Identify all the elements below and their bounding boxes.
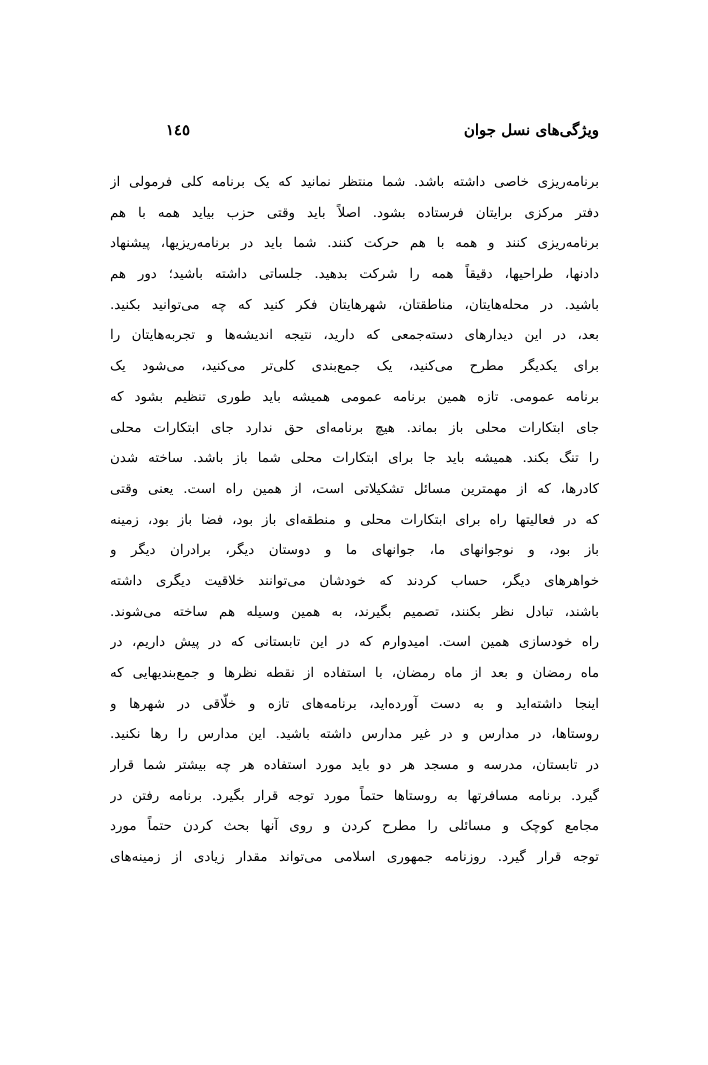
text-line: را تنگ بکند. همیشه باید جا برای ابتکارات محلی شما باز باشد. ساخته شدن	[110, 451, 599, 467]
text-line: روستاها، در مدارس و در غیر مدارس داشته باشید. این مدارس را رها نکنید.	[110, 727, 599, 743]
text-line: گیرد. برنامه مسافرتها به روستاها حتماً مورد توجه قرار بگیرد. برنامه رفتن در	[110, 788, 599, 804]
text-line: برای یکدیگر مطرح می‌کنید، یک جمع‌بندی کلی‌تر می‌کنید، می‌شود یک	[110, 359, 599, 375]
text-line: دادنها، طراحیها، دقیقاً همه را شرکت بدهید. جلساتی داشته باشید؛ دور هم	[110, 267, 599, 283]
text-line: برنامه‌ریزی خاصی داشته باشد. شما منتظر نمانید که یک برنامه کلی فرمولی از	[110, 175, 599, 190]
running-head	[110, 118, 599, 142]
text-line: باشید. در محله‌هایتان، مناطقتان، شهرهایتان فکر کنید که چه می‌توانید بکنید.	[110, 297, 599, 313]
text-line: باز بود، و نوجوانهای ما، جوانهای ما و دوستان دیگر، برادران دیگر و	[110, 543, 599, 559]
text-line: بعد، در این دیدارهای دسته‌جمعی که دارید، نتیجه اندیشه‌ها و تجربه‌هایتان را	[110, 328, 599, 344]
text-line: راه خودسازی همین است. امیدوارم که در این تابستانی که در پیش داریم، در	[110, 635, 599, 651]
text-line: خواهرهای دیگر، حساب کردند که خودشان می‌توانند خلاقیت دیگری داشته	[110, 573, 599, 589]
page-number: ١٤٥	[165, 121, 190, 139]
text-line: اینجا داشته‌اید و به دست آورده‌اید، برنامه‌های تازه و خلّاقی در شهرها و	[110, 696, 599, 712]
text-line: کادرها، که از مهمترین مسائل تشکیلاتی است، از همین راه است. یعنی وقتی	[110, 481, 599, 497]
text-line: برنامه عمومی. تازه همین برنامه عمومی همیشه باید طوری تنظیم بشود که	[110, 389, 599, 405]
section-title: ویژگی‌های نسل جوان	[463, 121, 599, 139]
text-line: که در فعالیتها راه برای ابتکارات محلی و منطقه‌ای باز بود، فضا باز بود، زمینه	[110, 512, 599, 528]
text-line: توجه قرار گیرد. روزنامه جمهوری اسلامی می‌تواند مقدار زیادی از زمینه‌های	[110, 850, 599, 866]
body-text	[110, 168, 599, 874]
text-line: دفتر مرکزی برایتان فرستاده بشود. اصلاً باید وقتی حزب بیاید همه با هم	[110, 205, 599, 221]
text-line: ماه رمضان و بعد از ماه رمضان، با استفاده از نقطه نظرها و جمع‌بندیهایی که	[110, 666, 599, 681]
text-line: در تابستان، مدرسه و مسجد هر دو باید مورد استفاده هر چه بیشتر شما قرار	[110, 758, 599, 774]
text-line: برنامه‌ریزی کنند و همه با هم حرکت کنند. شما باید در برنامه‌ریزیها، پیشنهاد	[110, 236, 599, 252]
text-line: باشند، تبادل نظر بکنند، تصمیم بگیرند، به همین وسیله هم ساخته می‌شوند.	[110, 604, 599, 620]
text-line: مجامع کوچک و مسائلی را مطرح کردن و روی آنها بحث کردن حتماً مورد	[110, 819, 599, 835]
text-line: جای ابتکارات محلی باز بماند. هیچ برنامه‌ای حق ندارد جای ابتکارات محلی	[110, 420, 599, 436]
